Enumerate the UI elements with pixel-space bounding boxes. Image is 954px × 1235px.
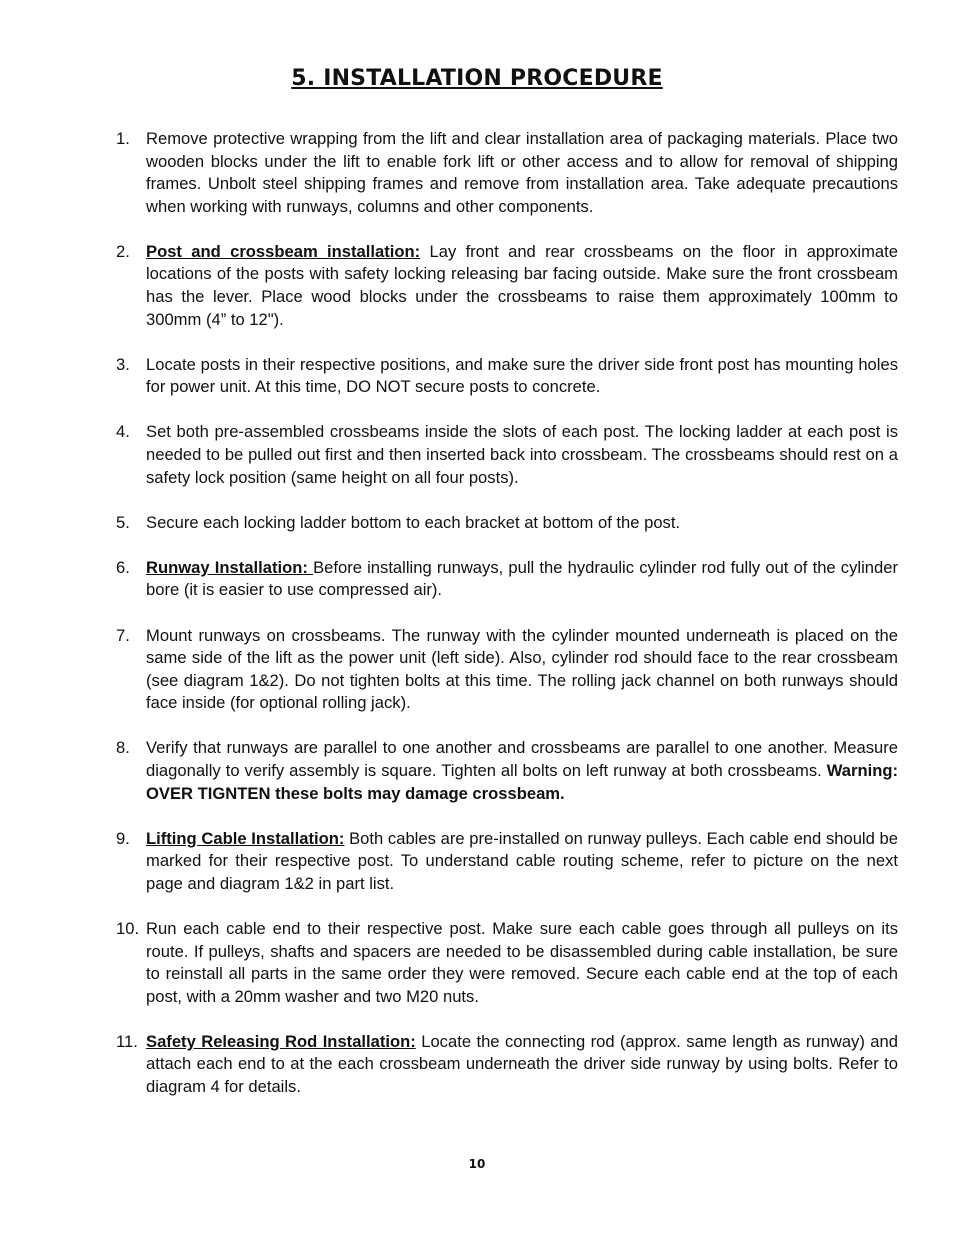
step-number: 4. — [116, 422, 130, 442]
step-3 — [116, 354, 898, 399]
step-heading: Safety Releasing Rod Installation: — [146, 1031, 416, 1051]
step-number: 9. — [116, 828, 130, 848]
step-2 — [116, 241, 898, 331]
step-text: Set both pre-assembled crossbeams inside the slots of each post. The locking ladder at each post is needed to be pulled out first and then inserted back into crossbeam. The crossbeams should rest on a safety lock position (same height on all four posts). — [146, 422, 898, 487]
step-number: 6. — [116, 557, 130, 577]
step-1 — [116, 128, 898, 218]
step-heading: Lifting Cable Installation: — [146, 828, 345, 848]
step-number: 3. — [116, 354, 130, 374]
step-number: 1. — [116, 129, 130, 148]
step-4 — [116, 421, 898, 489]
step-text: Mount runways on crossbeams. The runway with the cylinder mounted underneath is placed on the same side of the lift as the power unit (left side). Also, cylinder rod should face to the rear crossbeam (see diagram 1&2). Do not tighten bolts at this time. The rolling jack channel on both runways should face inside (for optional rolling jack). — [146, 625, 898, 713]
step-9 — [116, 828, 898, 896]
step-text: Before installing runways, pull the hydraulic cylinder rod fully out of the cylinder bore (it is easier to use compressed air). — [146, 557, 898, 600]
step-text: Lay front and rear crossbeams on the floor in approximate locations of the posts with safety locking releasing bar facing outside. Make sure the front crossbeam has the lever. Place wood blocks under the crossbeams to raise them approximately 100mm to 300mm (4” to 12"). — [146, 241, 899, 329]
step-text: Locate posts in their respective positions, and make sure the driver side front post has mounting holes for power unit. At this time, DO NOT secure posts to concrete. — [146, 354, 898, 397]
step-text: Locate the connecting rod (approx. same length as runway) and attach each end to at the each crossbeam underneath the driver side runway by using bolts. Refer to diagram 4 for details. — [146, 1031, 898, 1096]
step-6 — [116, 557, 898, 602]
step-number: 5. — [116, 512, 130, 532]
step-heading: Post and crossbeam installation: — [146, 241, 421, 261]
step-number: 2. — [116, 241, 130, 261]
step-10 — [116, 918, 898, 1008]
installation-steps-list — [116, 128, 898, 1121]
step-text: Both cables are pre-installed on runway pulleys. Each cable end should be marked for their respective post. To understand cable routing scheme, refer to picture on the next page and diagram 1&2 in part list. — [146, 828, 899, 893]
step-text: Run each cable end to their respective post. Make sure each cable goes through all pulleys on its route. If pulleys, shafts and spacers are needed to be disassembled during cable installation, be sure to reinstall all parts in the same order they were removed. Secure each cable end at the top of each post, with a 20mm washer and two M20 nuts. — [146, 918, 898, 1006]
step-warning: Warning: OVER TIGNTEN these bolts may damage crossbeam. — [146, 760, 898, 803]
step-number: 10. — [116, 918, 140, 938]
step-number: 7. — [116, 625, 130, 645]
step-number: 11. — [116, 1031, 138, 1051]
step-text: Secure each locking ladder bottom to each bracket at bottom of the post. — [146, 512, 681, 532]
step-7 — [116, 625, 898, 715]
page-title: 5. INSTALLATION PROCEDURE — [291, 66, 663, 91]
step-number: 8. — [116, 738, 130, 758]
page-number: 10 — [468, 1157, 486, 1171]
step-text: Remove protective wrapping from the lift and clear installation area of packaging materials. Place two wooden blocks under the lift to enable fork lift or other access and to allow for removal of shipping frames. Unbolt steel shipping frames and remove from installation area. Take adequate precautions when working with runways, columns and other components. — [146, 129, 898, 216]
step-heading: Runway Installation: — [146, 557, 314, 577]
step-text: Verify that runways are parallel to one another and crossbeams are parallel to one another. Measure diagonally to verify assembly is square. Tighten all bolts on left runway at both crossbeams. — [146, 738, 898, 780]
step-8 — [116, 737, 898, 805]
step-11 — [116, 1031, 898, 1099]
step-5 — [116, 512, 898, 535]
